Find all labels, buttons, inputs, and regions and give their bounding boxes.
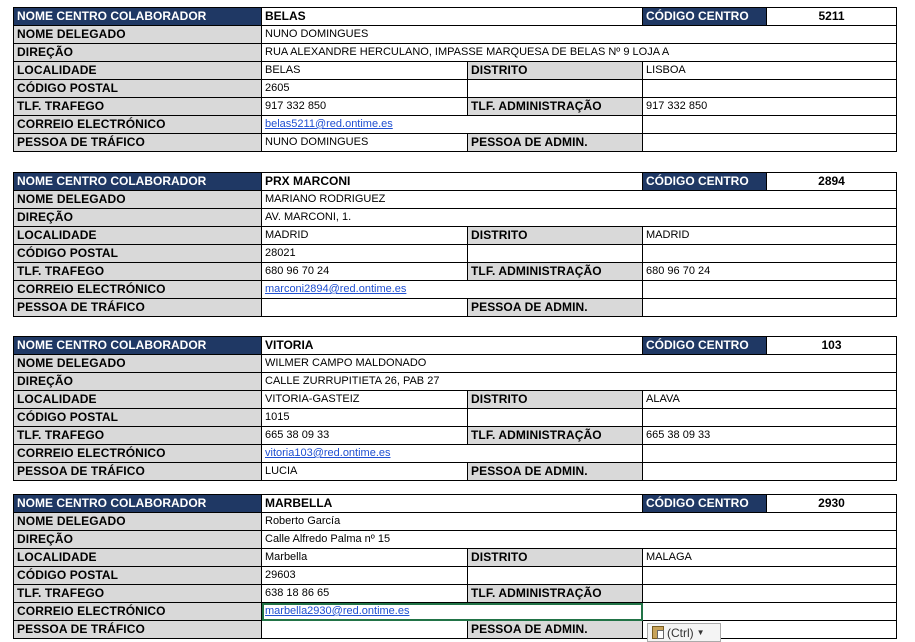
paste-options-label: (Ctrl) bbox=[667, 625, 694, 640]
empty-cell[interactable] bbox=[643, 245, 897, 263]
label-delegado: NOME DELEGADO bbox=[14, 513, 262, 531]
pessoa-trafico-value[interactable] bbox=[262, 621, 468, 639]
trafego-value[interactable]: 680 96 70 24 bbox=[262, 263, 468, 281]
correio-row bbox=[14, 603, 897, 621]
postal-row bbox=[14, 567, 897, 585]
label-admin-tel: TLF. ADMINISTRAÇÃO bbox=[468, 585, 643, 603]
label-codigo: CÓDIGO CENTRO bbox=[643, 8, 767, 26]
direcao-row bbox=[14, 44, 897, 62]
header-row bbox=[14, 173, 897, 191]
email-cell[interactable] bbox=[262, 116, 643, 134]
center-table bbox=[13, 172, 897, 317]
direcao-value[interactable]: AV. MARCONI, 1. bbox=[262, 209, 897, 227]
chevron-down-icon: ▼ bbox=[696, 628, 705, 637]
localidade-row bbox=[14, 227, 897, 245]
trafego-row bbox=[14, 98, 897, 116]
empty-cell[interactable] bbox=[468, 567, 643, 585]
label-trafego: TLF. TRAFEGO bbox=[14, 263, 262, 281]
label-centro: NOME CENTRO COLABORADOR bbox=[14, 337, 262, 355]
delegado-value[interactable]: Roberto García bbox=[262, 513, 897, 531]
empty-cell[interactable] bbox=[643, 567, 897, 585]
label-trafego: TLF. TRAFEGO bbox=[14, 585, 262, 603]
empty-cell[interactable] bbox=[468, 409, 643, 427]
email-cell[interactable] bbox=[262, 281, 643, 299]
center-name[interactable]: VITORIA bbox=[262, 337, 643, 355]
label-admin-tel: TLF. ADMINISTRAÇÃO bbox=[468, 263, 643, 281]
delegado-row bbox=[14, 355, 897, 373]
postal-row bbox=[14, 80, 897, 98]
label-direcao: DIREÇÃO bbox=[14, 44, 262, 62]
pessoa-row bbox=[14, 621, 897, 639]
label-localidade: LOCALIDADE bbox=[14, 227, 262, 245]
label-postal: CÓDIGO POSTAL bbox=[14, 80, 262, 98]
trafego-row bbox=[14, 263, 897, 281]
label-centro: NOME CENTRO COLABORADOR bbox=[14, 495, 262, 513]
header-row bbox=[14, 8, 897, 26]
center-card bbox=[13, 7, 896, 152]
admin-tel-value[interactable] bbox=[643, 585, 897, 603]
label-direcao: DIREÇÃO bbox=[14, 373, 262, 391]
label-delegado: NOME DELEGADO bbox=[14, 26, 262, 44]
direcao-value[interactable]: RUA ALEXANDRE HERCULANO, IMPASSE MARQUESA DE BELAS Nº 9 LOJA A bbox=[262, 44, 897, 62]
direcao-row bbox=[14, 373, 897, 391]
trafego-row bbox=[14, 427, 897, 445]
label-postal: CÓDIGO POSTAL bbox=[14, 567, 262, 585]
paste-options-button[interactable] bbox=[647, 623, 721, 642]
delegado-row bbox=[14, 26, 897, 44]
label-correio: CORREIO ELECTRÓNICO bbox=[14, 116, 262, 134]
empty-cell[interactable] bbox=[468, 245, 643, 263]
center-table bbox=[13, 7, 897, 152]
header-row bbox=[14, 337, 897, 355]
label-postal: CÓDIGO POSTAL bbox=[14, 409, 262, 427]
admin-tel-value[interactable]: 680 96 70 24 bbox=[643, 263, 897, 281]
center-card bbox=[13, 494, 896, 639]
label-distrito: DISTRITO bbox=[468, 549, 643, 567]
delegado-row bbox=[14, 513, 897, 531]
label-correio: CORREIO ELECTRÓNICO bbox=[14, 603, 262, 621]
trafego-row bbox=[14, 585, 897, 603]
empty-cell[interactable] bbox=[468, 80, 643, 98]
label-delegado: NOME DELEGADO bbox=[14, 355, 262, 373]
distrito-value[interactable]: ALAVA bbox=[643, 391, 897, 409]
trafego-value[interactable]: 638 18 86 65 bbox=[262, 585, 468, 603]
label-pessoa-trafico: PESSOA DE TRÁFICO bbox=[14, 134, 262, 152]
label-codigo: CÓDIGO CENTRO bbox=[643, 495, 767, 513]
postal-value[interactable]: 1015 bbox=[262, 409, 468, 427]
empty-cell[interactable] bbox=[643, 409, 897, 427]
label-codigo: CÓDIGO CENTRO bbox=[643, 337, 767, 355]
email-link[interactable]: belas5211@red.ontime.es bbox=[265, 118, 393, 130]
direcao-value[interactable]: Calle Alfredo Palma nº 15 bbox=[262, 531, 897, 549]
center-table bbox=[13, 494, 897, 639]
label-trafego: TLF. TRAFEGO bbox=[14, 98, 262, 116]
label-trafego: TLF. TRAFEGO bbox=[14, 427, 262, 445]
admin-tel-value[interactable]: 917 332 850 bbox=[643, 98, 897, 116]
center-code[interactable]: 103 bbox=[767, 337, 897, 355]
correio-row bbox=[14, 445, 897, 463]
pessoa-trafico-value[interactable]: LUCIA bbox=[262, 463, 468, 481]
postal-value[interactable]: 29603 bbox=[262, 567, 468, 585]
correio-row bbox=[14, 281, 897, 299]
label-admin-tel: TLF. ADMINISTRAÇÃO bbox=[468, 427, 643, 445]
distrito-value[interactable]: LISBOA bbox=[643, 62, 897, 80]
distrito-value[interactable]: MADRID bbox=[643, 227, 897, 245]
label-pessoa-trafico: PESSOA DE TRÁFICO bbox=[14, 621, 262, 639]
empty-cell[interactable] bbox=[643, 603, 897, 621]
pessoa-trafico-value[interactable]: NUNO DOMINGUES bbox=[262, 134, 468, 152]
label-pessoa-admin: PESSOA DE ADMIN. bbox=[468, 134, 643, 152]
email-cell[interactable] bbox=[262, 603, 643, 621]
clipboard-icon bbox=[652, 626, 664, 639]
label-correio: CORREIO ELECTRÓNICO bbox=[14, 281, 262, 299]
localidade-value[interactable]: BELAS bbox=[262, 62, 468, 80]
empty-cell[interactable] bbox=[643, 116, 897, 134]
direcao-row bbox=[14, 209, 897, 227]
pessoa-admin-value[interactable] bbox=[643, 299, 897, 317]
center-card bbox=[13, 336, 896, 481]
label-pessoa-admin: PESSOA DE ADMIN. bbox=[468, 463, 643, 481]
label-localidade: LOCALIDADE bbox=[14, 62, 262, 80]
label-localidade: LOCALIDADE bbox=[14, 391, 262, 409]
postal-row bbox=[14, 409, 897, 427]
label-delegado: NOME DELEGADO bbox=[14, 191, 262, 209]
email-link[interactable]: marconi2894@red.ontime.es bbox=[265, 283, 407, 295]
email-cell[interactable] bbox=[262, 445, 643, 463]
pessoa-admin-value[interactable] bbox=[643, 463, 897, 481]
label-direcao: DIREÇÃO bbox=[14, 531, 262, 549]
label-correio: CORREIO ELECTRÓNICO bbox=[14, 445, 262, 463]
label-centro: NOME CENTRO COLABORADOR bbox=[14, 8, 262, 26]
direcao-value[interactable]: CALLE ZURRUPITIETA 26, PAB 27 bbox=[262, 373, 897, 391]
postal-value[interactable]: 28021 bbox=[262, 245, 468, 263]
header-row bbox=[14, 495, 897, 513]
empty-cell[interactable] bbox=[643, 445, 897, 463]
center-code[interactable]: 5211 bbox=[767, 8, 897, 26]
empty-cell[interactable] bbox=[643, 281, 897, 299]
pessoa-admin-value[interactable] bbox=[643, 134, 897, 152]
localidade-row bbox=[14, 391, 897, 409]
email-link[interactable]: vitoria103@red.ontime.es bbox=[265, 447, 391, 459]
distrito-value[interactable]: MALAGA bbox=[643, 549, 897, 567]
postal-value[interactable]: 2605 bbox=[262, 80, 468, 98]
localidade-value[interactable]: MADRID bbox=[262, 227, 468, 245]
postal-row bbox=[14, 245, 897, 263]
localidade-value[interactable]: VITORIA-GASTEIZ bbox=[262, 391, 468, 409]
center-card bbox=[13, 172, 896, 317]
correio-row bbox=[14, 116, 897, 134]
label-admin-tel: TLF. ADMINISTRAÇÃO bbox=[468, 98, 643, 116]
label-localidade: LOCALIDADE bbox=[14, 549, 262, 567]
delegado-value[interactable]: MARIANO RODRIGUEZ bbox=[262, 191, 897, 209]
admin-tel-value[interactable]: 665 38 09 33 bbox=[643, 427, 897, 445]
center-code[interactable]: 2930 bbox=[767, 495, 897, 513]
label-postal: CÓDIGO POSTAL bbox=[14, 245, 262, 263]
label-distrito: DISTRITO bbox=[468, 62, 643, 80]
pessoa-row bbox=[14, 299, 897, 317]
trafego-value[interactable]: 917 332 850 bbox=[262, 98, 468, 116]
localidade-row bbox=[14, 549, 897, 567]
direcao-row bbox=[14, 531, 897, 549]
localidade-row bbox=[14, 62, 897, 80]
pessoa-row bbox=[14, 134, 897, 152]
localidade-value[interactable]: Marbella bbox=[262, 549, 468, 567]
center-name[interactable]: PRX MARCONI bbox=[262, 173, 643, 191]
delegado-value[interactable]: WILMER CAMPO MALDONADO bbox=[262, 355, 897, 373]
label-distrito: DISTRITO bbox=[468, 227, 643, 245]
label-direcao: DIREÇÃO bbox=[14, 209, 262, 227]
center-table bbox=[13, 336, 897, 481]
delegado-row bbox=[14, 191, 897, 209]
email-link[interactable]: marbella2930@red.ontime.es bbox=[265, 605, 410, 617]
label-distrito: DISTRITO bbox=[468, 391, 643, 409]
center-code[interactable]: 2894 bbox=[767, 173, 897, 191]
center-name[interactable]: MARBELLA bbox=[262, 495, 643, 513]
label-pessoa-trafico: PESSOA DE TRÁFICO bbox=[14, 299, 262, 317]
center-name[interactable]: BELAS bbox=[262, 8, 643, 26]
label-pessoa-trafico: PESSOA DE TRÁFICO bbox=[14, 463, 262, 481]
label-codigo: CÓDIGO CENTRO bbox=[643, 173, 767, 191]
pessoa-row bbox=[14, 463, 897, 481]
empty-cell[interactable] bbox=[643, 80, 897, 98]
label-centro: NOME CENTRO COLABORADOR bbox=[14, 173, 262, 191]
pessoa-trafico-value[interactable] bbox=[262, 299, 468, 317]
delegado-value[interactable]: NUNO DOMINGUES bbox=[262, 26, 897, 44]
label-pessoa-admin: PESSOA DE ADMIN. bbox=[468, 621, 643, 639]
trafego-value[interactable]: 665 38 09 33 bbox=[262, 427, 468, 445]
label-pessoa-admin: PESSOA DE ADMIN. bbox=[468, 299, 643, 317]
